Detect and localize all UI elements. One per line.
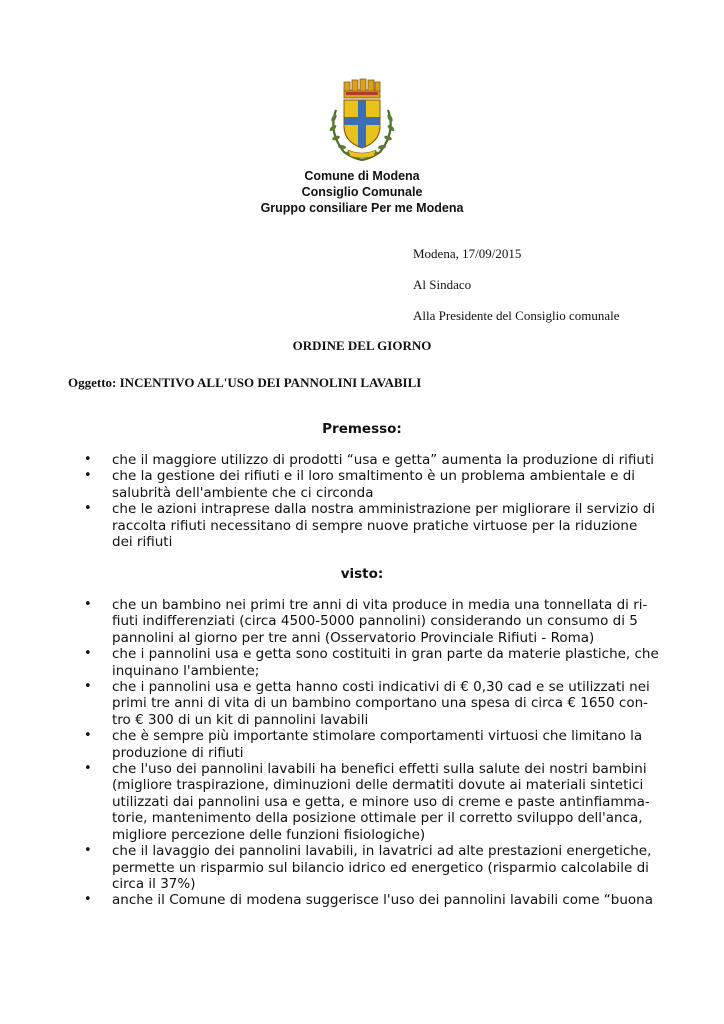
document-title: ORDINE DEL GIORNO — [292, 338, 432, 353]
header-group: Gruppo consiliare Per me Modena — [260, 201, 464, 215]
recipient-president: Alla Presidente del Consiglio comunale — [413, 308, 620, 323]
list-item: • che le azioni intraprese dalla nostra amministrazione per migliorare il servizio di raccolta rifiuti necessitano di sempre nuove pratiche virtuose per la riduzione dei rifiuti — [84, 501, 656, 551]
document-date: Modena, 17/09/2015 — [413, 246, 522, 261]
list-item: • che i pannolini usa e getta sono costituiti in gran parte da materie plastiche, che inquinano l'ambiente; — [84, 646, 659, 679]
visto-list — [0, 597, 724, 909]
bullet-icon: • — [84, 728, 92, 744]
recipient-mayor: Al Sindaco — [413, 277, 472, 292]
header-municipality: Comune di Modena — [304, 169, 420, 183]
bullet-icon: • — [84, 843, 92, 859]
list-item: • che l'uso dei pannolini lavabili ha benefici effetti sulla salute dei nostri bambini (migliore traspirazione, diminuzioni delle dermatiti dovute ai materiali sintetici utilizzati dai pannolini usa e getta, e minore uso di creme e paste antinfiamma-torie, mantenimento della posizione ottimale per il corretto sviluppo dell'anca, migliore percezione delle funzioni fisiologiche) — [84, 761, 650, 843]
premesso-list — [0, 452, 724, 550]
modena-coat-of-arms-icon — [322, 76, 402, 164]
document-subject: Oggetto: INCENTIVO ALL'USO DEI PANNOLINI LAVABILI — [68, 375, 422, 390]
list-item: • che il lavaggio dei pannolini lavabili, in lavatrici ad alte prestazioni energetiche, permette un risparmio sul bilancio idrico ed energetico (risparmio calcolabile di circa il 37%) — [84, 843, 652, 892]
bullet-icon: • — [84, 452, 92, 467]
visto-heading: visto: — [340, 566, 384, 582]
bullet-icon: • — [84, 679, 92, 695]
list-item: • anche il Comune di modena suggerisce l'uso dei pannolini lavabili come “buona — [84, 892, 654, 909]
bullet-icon: • — [84, 892, 92, 908]
premesso-heading: Premesso: — [322, 421, 402, 437]
bullet-icon: • — [84, 761, 92, 777]
list-item: • che è sempre più importante stimolare comportamenti virtuosi che limitano la produzione di rifiuti — [84, 728, 643, 761]
list-item: • che un bambino nei primi tre anni di vita produce in media una tonnellata di ri-fiuti indifferenziati (circa 4500-5000 pannolini) considerando un consumo di 5 pannolini al giorno per tre anni (Osservatorio Provinciale Rifiuti - Roma) — [84, 597, 648, 646]
bullet-icon: • — [84, 646, 92, 662]
list-item: • che il maggiore utilizzo di prodotti “usa e getta” aumenta la produzione di rifiuti — [84, 452, 655, 468]
bullet-icon: • — [84, 597, 92, 612]
header-council: Consiglio Comunale — [301, 185, 423, 199]
bullet-icon: • — [84, 501, 92, 517]
list-item: • che la gestione dei rifiuti e il loro smaltimento è un problema ambientale e di salubrità dell'ambiente che ci circonda — [84, 468, 636, 501]
list-item: • che i pannolini usa e getta hanno costi indicativi di € 0,30 cad e se utilizzati nei primi tre anni di vita di un bambino comportano una spesa di circa € 1650 con-tro € 300 di un kit di pannolini lavabili — [84, 679, 650, 728]
bullet-icon: • — [84, 468, 92, 484]
